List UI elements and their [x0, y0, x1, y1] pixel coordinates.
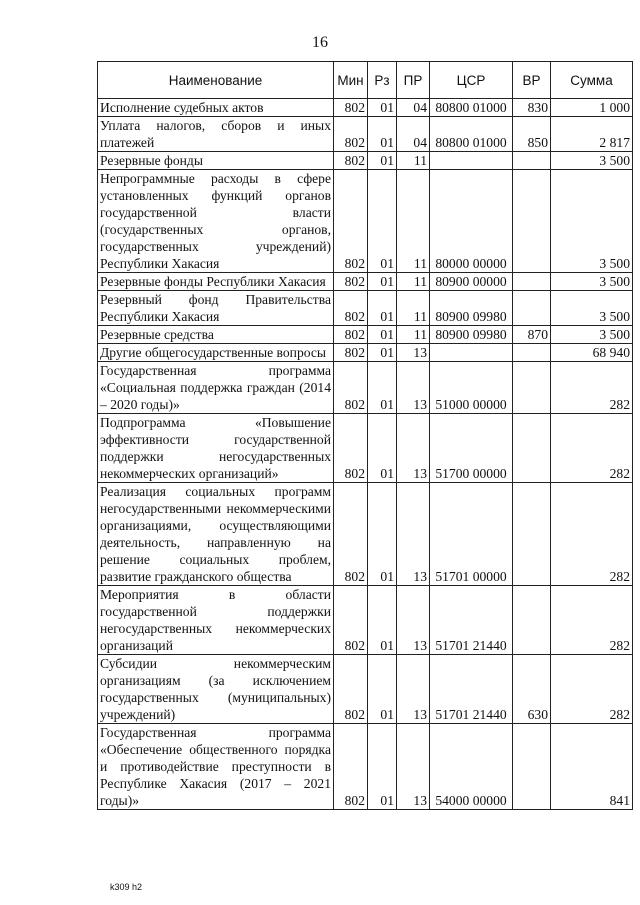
table-row: [98, 170, 633, 273]
cell-pr: 11: [397, 273, 430, 291]
cell-name: Резервные фонды: [98, 152, 334, 170]
cell-min: 802: [334, 362, 368, 414]
cell-vr: 630: [513, 655, 551, 724]
cell-pr: 11: [397, 326, 430, 344]
cell-min: 802: [334, 724, 368, 810]
cell-pr: 04: [397, 117, 430, 152]
cell-name: Исполнение судебных актов: [98, 99, 334, 117]
cell-csr: 80800 01000: [430, 99, 513, 117]
table-row: [98, 414, 633, 483]
cell-sum: 282: [551, 483, 633, 586]
cell-sum: 841: [551, 724, 633, 810]
cell-sum: 3 500: [551, 152, 633, 170]
cell-vr: [513, 152, 551, 170]
cell-name: Субсидии некоммерческим организациям (за исключением государственных (муниципальных) учреждений): [98, 655, 334, 724]
cell-min: 802: [334, 586, 368, 655]
cell-rz: 01: [368, 586, 397, 655]
cell-rz: 01: [368, 724, 397, 810]
table-row: [98, 362, 633, 414]
budget-table: [97, 61, 633, 810]
header-pr: ПР: [397, 62, 430, 99]
cell-vr: 850: [513, 117, 551, 152]
cell-csr: 51701 00000: [430, 483, 513, 586]
cell-vr: [513, 344, 551, 362]
cell-vr: [513, 483, 551, 586]
cell-min: 802: [334, 326, 368, 344]
cell-sum: 282: [551, 362, 633, 414]
header-vr: ВР: [513, 62, 551, 99]
cell-sum: 282: [551, 655, 633, 724]
cell-rz: 01: [368, 344, 397, 362]
cell-name: Непрограммные расходы в сфере установленных функций органов государственной власти (государственных органов, государственных учреждений) Республики Хакасия: [98, 170, 334, 273]
cell-rz: 01: [368, 655, 397, 724]
table-row: [98, 655, 633, 724]
table-row: [98, 152, 633, 170]
header-csr: ЦСР: [430, 62, 513, 99]
table-row: [98, 326, 633, 344]
cell-vr: [513, 414, 551, 483]
table-row: [98, 586, 633, 655]
cell-name: Реализация социальных программ негосударственными некоммерческими организациями, осуществляющими деятельность, направленную на решение социальных проблем, развитие гражданского общества: [98, 483, 334, 586]
cell-vr: [513, 170, 551, 273]
cell-sum: 3 500: [551, 170, 633, 273]
cell-min: 802: [334, 483, 368, 586]
cell-rz: 01: [368, 152, 397, 170]
cell-name: Резервные фонды Республики Хакасия: [98, 273, 334, 291]
cell-rz: 01: [368, 99, 397, 117]
cell-rz: 01: [368, 362, 397, 414]
cell-min: 802: [334, 117, 368, 152]
cell-vr: [513, 362, 551, 414]
table-row: [98, 724, 633, 810]
cell-sum: 282: [551, 586, 633, 655]
cell-pr: 13: [397, 362, 430, 414]
cell-sum: 282: [551, 414, 633, 483]
cell-min: 802: [334, 655, 368, 724]
cell-pr: 13: [397, 655, 430, 724]
cell-csr: 54000 00000: [430, 724, 513, 810]
cell-sum: 3 500: [551, 273, 633, 291]
cell-min: 802: [334, 291, 368, 326]
cell-rz: 01: [368, 483, 397, 586]
cell-vr: 870: [513, 326, 551, 344]
cell-sum: 1 000: [551, 99, 633, 117]
cell-pr: 11: [397, 170, 430, 273]
cell-csr: 80000 00000: [430, 170, 513, 273]
cell-min: 802: [334, 99, 368, 117]
cell-rz: 01: [368, 117, 397, 152]
cell-rz: 01: [368, 326, 397, 344]
cell-pr: 13: [397, 344, 430, 362]
header-name: Наименование: [98, 62, 334, 99]
table-row: [98, 344, 633, 362]
cell-vr: [513, 724, 551, 810]
cell-rz: 01: [368, 170, 397, 273]
cell-sum: 3 500: [551, 291, 633, 326]
cell-csr: 80900 00000: [430, 273, 513, 291]
footer-code: k309 h2: [110, 882, 143, 892]
cell-vr: 830: [513, 99, 551, 117]
cell-rz: 01: [368, 414, 397, 483]
cell-pr: 11: [397, 291, 430, 326]
cell-csr: 51700 00000: [430, 414, 513, 483]
cell-csr: 51701 21440: [430, 586, 513, 655]
cell-csr: [430, 152, 513, 170]
cell-min: 802: [334, 414, 368, 483]
cell-csr: 51701 21440: [430, 655, 513, 724]
cell-csr: 80900 09980: [430, 326, 513, 344]
cell-pr: 13: [397, 483, 430, 586]
table-row: [98, 99, 633, 117]
cell-name: Мероприятия в области государственной поддержки негосударственных некоммерческих организаций: [98, 586, 334, 655]
cell-csr: 51000 00000: [430, 362, 513, 414]
cell-pr: 13: [397, 414, 430, 483]
cell-min: 802: [334, 273, 368, 291]
cell-sum: 2 817: [551, 117, 633, 152]
cell-name: Подпрограмма «Повышение эффективности государственной поддержки негосударственных некоммерческих организаций»: [98, 414, 334, 483]
cell-rz: 01: [368, 273, 397, 291]
cell-min: 802: [334, 170, 368, 273]
cell-csr: [430, 344, 513, 362]
header-rz: Рз: [368, 62, 397, 99]
cell-pr: 11: [397, 152, 430, 170]
header-row: [98, 62, 633, 99]
cell-name: Государственная программа «Социальная поддержка граждан (2014 – 2020 годы)»: [98, 362, 334, 414]
cell-rz: 01: [368, 291, 397, 326]
table-row: [98, 273, 633, 291]
cell-pr: 13: [397, 724, 430, 810]
cell-vr: [513, 586, 551, 655]
table-row: [98, 483, 633, 586]
cell-name: Резервный фонд Правительства Республики Хакасия: [98, 291, 334, 326]
cell-csr: 80800 01000: [430, 117, 513, 152]
cell-pr: 04: [397, 99, 430, 117]
cell-vr: [513, 273, 551, 291]
cell-sum: 3 500: [551, 326, 633, 344]
cell-min: 802: [334, 344, 368, 362]
cell-min: 802: [334, 152, 368, 170]
header-min: Мин: [334, 62, 368, 99]
table-row: [98, 291, 633, 326]
table-row: [98, 117, 633, 152]
cell-name: Резервные средства: [98, 326, 334, 344]
cell-name: Другие общегосударственные вопросы: [98, 344, 334, 362]
header-sum: Сумма: [551, 62, 633, 99]
cell-name: Уплата налогов, сборов и иных платежей: [98, 117, 334, 152]
cell-sum: 68 940: [551, 344, 633, 362]
cell-name: Государственная программа «Обеспечение общественного порядка и противодействие преступности в Республике Хакасия (2017 – 2021 годы)»: [98, 724, 334, 810]
page-number: 16: [312, 34, 328, 51]
cell-pr: 13: [397, 586, 430, 655]
cell-csr: 80900 09980: [430, 291, 513, 326]
cell-vr: [513, 291, 551, 326]
table-body: [98, 99, 633, 810]
